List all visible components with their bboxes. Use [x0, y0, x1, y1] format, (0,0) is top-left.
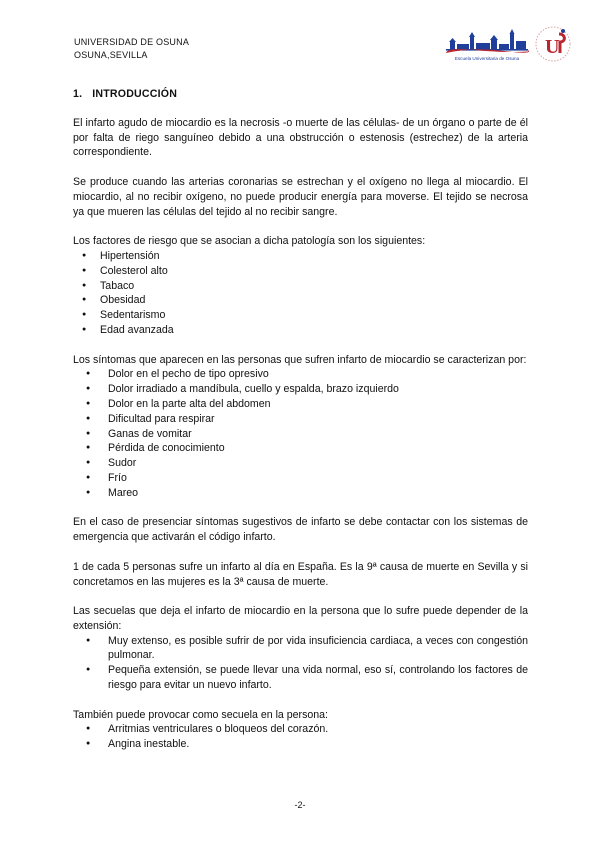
- section-number: 1.: [73, 88, 83, 100]
- paragraph-statistics: 1 de cada 5 personas sufre un infarto al día en España. Es la 9ª causa de muerte en Sevilla y si concretamos en las mujeres es la 3ª causa de muerte.: [73, 560, 528, 588]
- sequelae-intro: Las secuelas que deja el infarto de miocardio en la persona que lo sufre puede depender de la extensión:: [73, 605, 528, 632]
- section-title: INTRODUCCIÓN: [92, 88, 178, 100]
- list-item: ● Edad avanzada: [73, 323, 528, 338]
- symptoms-intro: Los síntomas que aparecen en las personas que sufren infarto de miocardio se caracterizan por:: [73, 353, 527, 366]
- symptoms-list: [73, 367, 528, 500]
- page-number: -2-: [294, 800, 306, 810]
- page-header: [74, 36, 189, 62]
- list-item: ● Ganas de vomitar: [73, 427, 528, 442]
- list-item: ● Arritmias ventriculares o bloqueos del corazón.: [73, 722, 528, 737]
- list-item: ● Obesidad: [73, 293, 528, 308]
- list-item: ● Muy extenso, es posible sufrir de por vida insuficiencia cardiaca, a veces con congestión pulmonar.: [73, 634, 528, 664]
- list-item: ● Tabaco: [73, 279, 528, 294]
- list-item: ● Dificultad para respirar: [73, 412, 528, 427]
- escuela-osuna-logo: [444, 26, 530, 64]
- list-item: ● Dolor en la parte alta del abdomen: [73, 397, 528, 412]
- logo-monogram: U: [545, 36, 560, 58]
- main-content: [73, 87, 528, 767]
- risk-factors-list: [73, 249, 528, 338]
- paragraph-cause: Se produce cuando las arterias coronarias se estrechan y el oxígeno no llega al miocardio. El miocardio, al no recibir oxígeno, no puede producir energía para moverse. El tejido se necrosa ya que mueren las células del tejido al no recibir sangre.: [73, 175, 528, 218]
- list-item: ● Dolor en el pecho de tipo opresivo: [73, 367, 528, 382]
- list-item: ● Dolor irradiado a mandíbula, cuello y espalda, brazo izquierdo: [73, 382, 528, 397]
- section-heading: [73, 87, 528, 102]
- list-item: ● Pérdida de conocimiento: [73, 441, 528, 456]
- list-item: ● Sudor: [73, 456, 528, 471]
- paragraph-emergency: En el caso de presenciar síntomas sugestivos de infarto se debe contactar con los sistemas de emergencia que activarán el código infarto.: [73, 516, 528, 544]
- paragraph-definition: El infarto agudo de miocardio es la necrosis -o muerte de las células- de un órgano o parte de él por falta de riego sanguíneo debido a una obstrucción o estenosis (estrechez) de la arteria correspondiente.: [73, 116, 528, 159]
- risk-factors-intro: Los factores de riesgo que se asocian a dicha patología son los siguientes:: [73, 235, 426, 248]
- list-item: ● Sedentarismo: [73, 308, 528, 323]
- list-item: ● Angina inestable.: [73, 737, 528, 752]
- sequelae-list: [73, 634, 528, 693]
- university-name: UNIVERSIDAD DE OSUNA: [74, 37, 190, 47]
- additional-sequelae-list: [73, 722, 528, 752]
- list-item: ● Colesterol alto: [73, 264, 528, 279]
- list-item: ● Pequeña extensión, se puede llevar una vida normal, eso sí, controlando los factores de riesgo para evitar un nuevo infarto.: [73, 663, 528, 693]
- university-location: OSUNA,SEVILLA: [74, 50, 148, 60]
- additional-sequelae-intro: También puede provocar como secuela en la persona:: [73, 708, 328, 721]
- list-item: ● Frío: [73, 471, 528, 486]
- list-item: ● Hipertensión: [73, 249, 528, 264]
- logo-caption: Escuela Universitaria de Osuna: [454, 56, 520, 61]
- list-item: ● Mareo: [73, 486, 528, 501]
- university-seal-logo: [533, 22, 573, 66]
